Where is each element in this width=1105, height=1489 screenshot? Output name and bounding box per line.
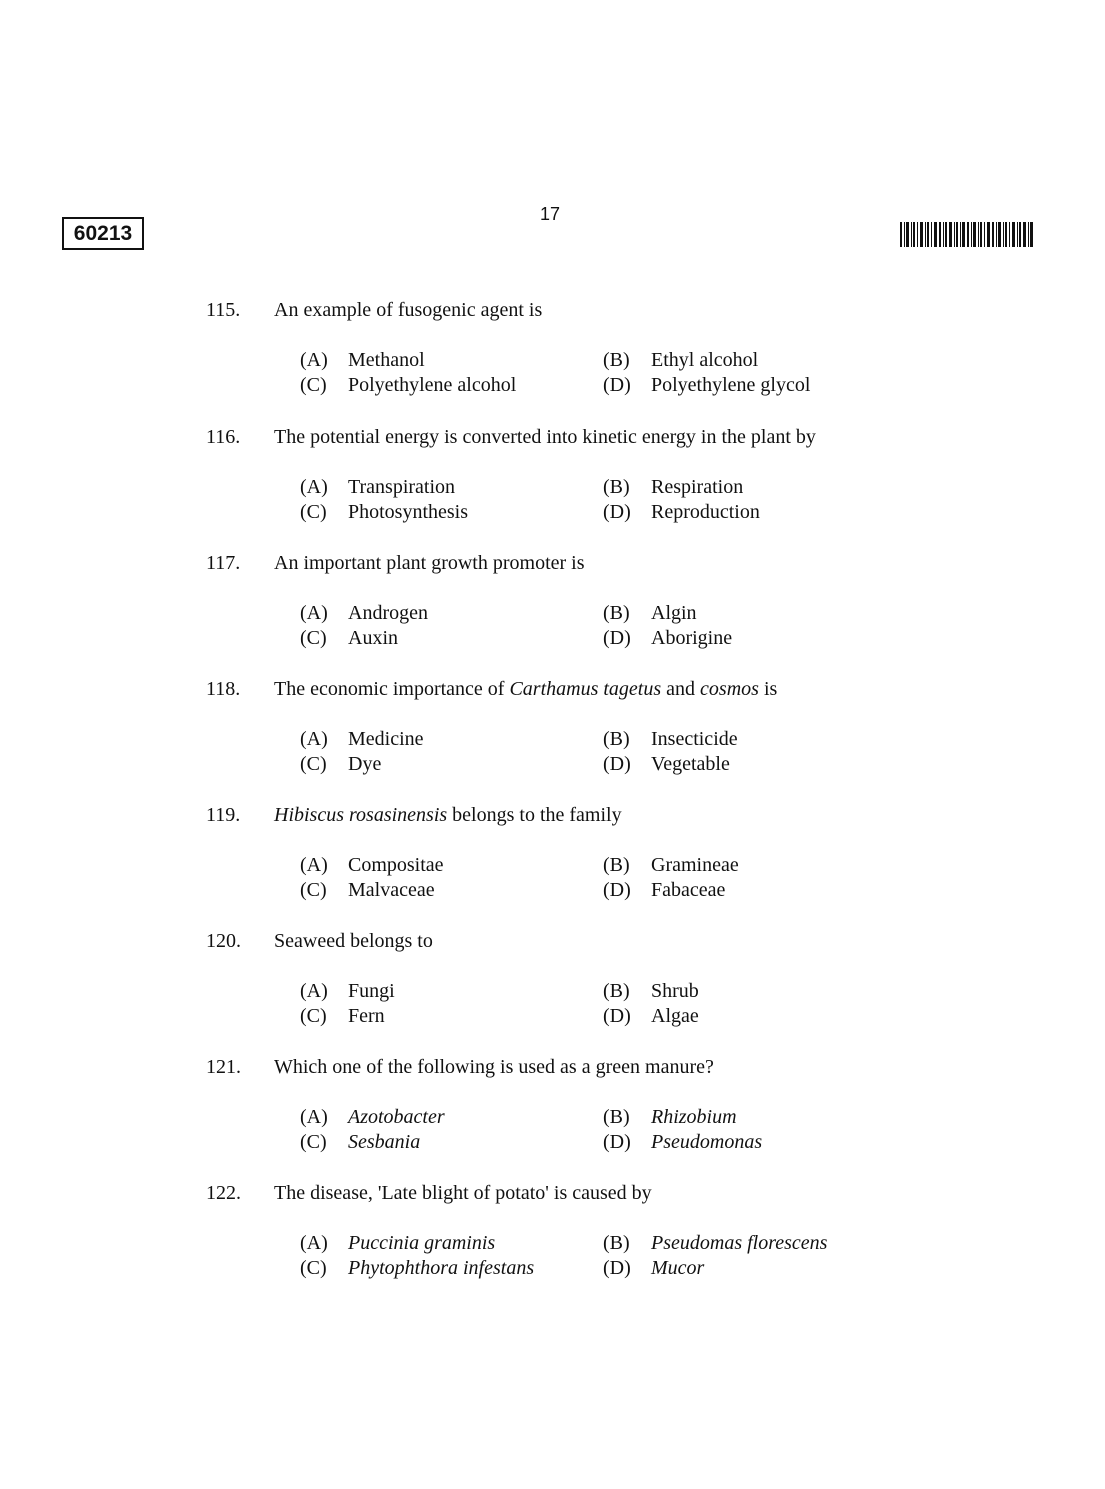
option-text: Methanol bbox=[348, 349, 425, 371]
option-text: Sesbania bbox=[348, 1131, 421, 1153]
question-number: 120. bbox=[206, 930, 241, 952]
question-number: 117. bbox=[206, 552, 241, 574]
paper-code-box bbox=[62, 217, 144, 250]
question-text: The disease, 'Late blight of potato' is caused by bbox=[274, 1182, 652, 1204]
question-text-part: The economic importance of bbox=[274, 678, 510, 700]
question-text bbox=[274, 677, 777, 701]
option-label: (D) bbox=[603, 627, 631, 649]
option-text: Polyethylene glycol bbox=[651, 374, 811, 396]
option-label: (B) bbox=[603, 1106, 630, 1128]
option-label: (D) bbox=[603, 374, 631, 396]
option-text: Algae bbox=[651, 1005, 699, 1027]
question-text: The potential energy is converted into kinetic energy in the plant by bbox=[274, 426, 816, 448]
question-text: An important plant growth promoter is bbox=[274, 552, 585, 574]
option-label: (A) bbox=[300, 476, 328, 498]
option-label: (A) bbox=[300, 1106, 328, 1128]
option-text: Pseudomonas bbox=[651, 1131, 763, 1153]
option-label: (D) bbox=[603, 501, 631, 523]
question-115 bbox=[0, 298, 1105, 408]
option-text: Vegetable bbox=[651, 753, 730, 775]
option-label: (D) bbox=[603, 1131, 631, 1153]
option-text: Polyethylene alcohol bbox=[348, 374, 517, 396]
option-label: (B) bbox=[603, 854, 630, 876]
question-number: 119. bbox=[206, 804, 241, 826]
option-text: Gramineae bbox=[651, 854, 739, 876]
option-text: Shrub bbox=[651, 980, 699, 1002]
question-117 bbox=[0, 551, 1105, 661]
option-text: Respiration bbox=[651, 476, 744, 498]
option-label: (A) bbox=[300, 349, 328, 371]
option-label: (D) bbox=[603, 1005, 631, 1027]
option-text: Auxin bbox=[348, 627, 398, 649]
option-label: (C) bbox=[300, 374, 327, 396]
question-text: An example of fusogenic agent is bbox=[274, 299, 543, 321]
option-label: (C) bbox=[300, 1257, 327, 1279]
option-label: (C) bbox=[300, 627, 327, 649]
option-label: (A) bbox=[300, 602, 328, 624]
question-text-part: belongs to the family bbox=[447, 804, 622, 826]
question-text bbox=[274, 803, 622, 827]
page-number: 17 bbox=[539, 204, 561, 224]
option-label: (B) bbox=[603, 1232, 630, 1254]
option-text: Dye bbox=[348, 753, 382, 775]
question-116 bbox=[0, 425, 1105, 535]
barcode-image bbox=[900, 222, 1033, 247]
question-number: 116. bbox=[206, 426, 241, 448]
option-label: (C) bbox=[300, 879, 327, 901]
option-text: Pseudomas florescens bbox=[651, 1232, 828, 1254]
option-label: (D) bbox=[603, 879, 631, 901]
question-119 bbox=[0, 803, 1105, 913]
option-label: (B) bbox=[603, 728, 630, 750]
option-text: Fabaceae bbox=[651, 879, 726, 901]
question-122 bbox=[0, 1181, 1105, 1291]
option-label: (B) bbox=[603, 602, 630, 624]
question-text-part: is bbox=[758, 678, 778, 700]
question-number: 121. bbox=[206, 1056, 241, 1078]
option-text: Fungi bbox=[348, 980, 395, 1002]
option-text: Malvaceae bbox=[348, 879, 435, 901]
option-label: (C) bbox=[300, 501, 327, 523]
option-text: Medicine bbox=[348, 728, 424, 750]
option-text: Phytophthora infestans bbox=[348, 1257, 535, 1279]
option-text: Puccinia graminis bbox=[348, 1232, 496, 1254]
option-text: Transpiration bbox=[348, 476, 456, 498]
species-name: Hibiscus rosasinensis bbox=[274, 804, 448, 826]
option-label: (A) bbox=[300, 854, 328, 876]
option-text: Reproduction bbox=[651, 501, 760, 523]
option-label: (A) bbox=[300, 980, 328, 1002]
option-label: (B) bbox=[603, 476, 630, 498]
question-number: 122. bbox=[206, 1182, 241, 1204]
question-121 bbox=[0, 1055, 1105, 1165]
option-label: (C) bbox=[300, 1005, 327, 1027]
option-label: (B) bbox=[603, 980, 630, 1002]
option-text: Ethyl alcohol bbox=[651, 349, 759, 371]
option-label: (B) bbox=[603, 349, 630, 371]
option-label: (D) bbox=[603, 1257, 631, 1279]
question-text-part: and bbox=[661, 678, 701, 700]
question-text: Which one of the following is used as a green manure? bbox=[274, 1056, 714, 1078]
question-118 bbox=[0, 677, 1105, 787]
option-text: Rhizobium bbox=[651, 1106, 737, 1128]
option-text: Fern bbox=[348, 1005, 385, 1027]
option-label: (C) bbox=[300, 1131, 327, 1153]
question-number: 115. bbox=[206, 299, 241, 321]
option-text: Photosynthesis bbox=[348, 501, 469, 523]
question-120 bbox=[0, 929, 1105, 1039]
option-text: Mucor bbox=[651, 1257, 705, 1279]
question-text: Seaweed belongs to bbox=[274, 930, 433, 952]
option-text: Insecticide bbox=[651, 728, 738, 750]
option-text: Compositae bbox=[348, 854, 444, 876]
option-text: Algin bbox=[651, 602, 697, 624]
option-text: Aborigine bbox=[651, 627, 733, 649]
species-name: Carthamus tagetus bbox=[509, 678, 662, 700]
option-text: Androgen bbox=[348, 602, 428, 624]
option-label: (A) bbox=[300, 1232, 328, 1254]
option-label: (D) bbox=[603, 753, 631, 775]
option-text: Azotobacter bbox=[348, 1106, 445, 1128]
option-label: (A) bbox=[300, 728, 328, 750]
species-name: cosmos bbox=[700, 678, 759, 700]
paper-code: 60213 bbox=[73, 222, 133, 245]
question-number: 118. bbox=[206, 678, 241, 700]
option-label: (C) bbox=[300, 753, 327, 775]
